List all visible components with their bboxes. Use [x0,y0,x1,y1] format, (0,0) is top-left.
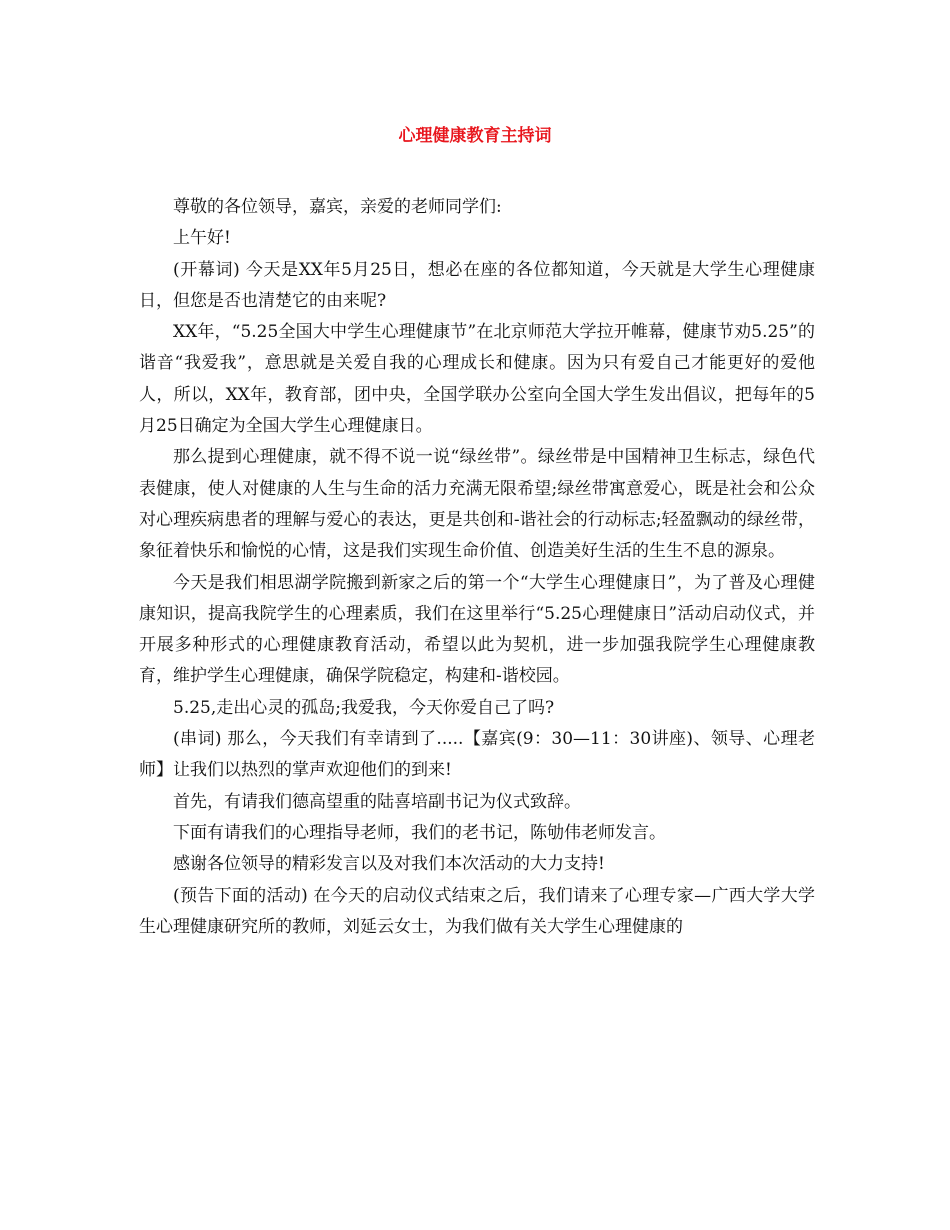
paragraph-preview: (预告下面的活动) 在今天的启动仪式结束之后，我们请来了心理专家—广西大学大学生心理健康研究所的教师，刘延云女士，为我们做有关大学生心理健康的 [139,885,815,937]
paragraph-first-speech: 首先，有请我们德高望重的陆喜培副书记为仪式致辞。 [173,791,581,812]
paragraph-second-speech: 下面有请我们的心理指导老师，我们的老书记，陈劬伟老师发言。 [173,822,666,843]
paragraph-greeting: 尊敬的各位领导，嘉宾，亲爱的老师同学们: [173,197,502,217]
paragraph-origin: XX年，“5.25全国大中学生心理健康节”在北京师范大学拉开帷幕，健康节劝5.25”的谐音“我爱我”，意思就是关爱自我的心理成长和健康。因为只有爱自己才能更好的爱他人，所以，XX年，教育部，团中央，全国学联办公室向全国大学生发出倡议，把每年的5月25日确定为全国大学生心理健康日。 [139,322,815,437]
paragraph-transition: (串词) 那么，今天我们有幸请到了.....【嘉宾(9：30—11：30讲座)、领导、心理老师】让我们以热烈的掌声欢迎他们的到来! [139,729,815,781]
document-title: 心理健康教育主持词 [398,126,552,146]
paragraph-opening: (开幕词) 今天是XX年5月25日，想必在座的各位都知道，今天就是大学生心理健康日，但您是否也清楚它的由来呢? [139,259,815,311]
paragraph-slogan: 5.25,走出心灵的孤岛;我爱我，今天你爱自己了吗? [173,697,555,718]
paragraph-event-purpose: 今天是我们相思湖学院搬到新家之后的第一个“大学生心理健康日”，为了普及心理健康知识，提高我院学生的心理素质，我们在这里举行“5.25心理健康日”活动启动仪式，并开展多种形式的心理健康教育活动，希望以此为契机，进一步加强我院学生心理健康教育，维护学生心理健康，确保学院稳定，构建和-谐校园。 [139,572,815,687]
paragraph-thanks: 感谢各位领导的精彩发言以及对我们本次活动的大力支持! [173,854,605,875]
paragraph-good-morning: 上午好! [173,228,231,249]
document-body [139,192,815,943]
paragraph-green-ribbon: 那么提到心理健康，就不得不说一说“绿丝带”。绿丝带是中国精神卫生标志，绿色代表健康，使人对健康的人生与生命的活力充满无限希望;绿丝带寓意爱心，既是社会和公众对心理疾病患者的理解与爱心的表达，更是共创和-谐社会的行动标志;轻盈飘动的绿丝带，象征着快乐和愉悦的心情，这是我们实现生命价值、创造美好生活的生生不息的源泉。 [139,447,815,562]
